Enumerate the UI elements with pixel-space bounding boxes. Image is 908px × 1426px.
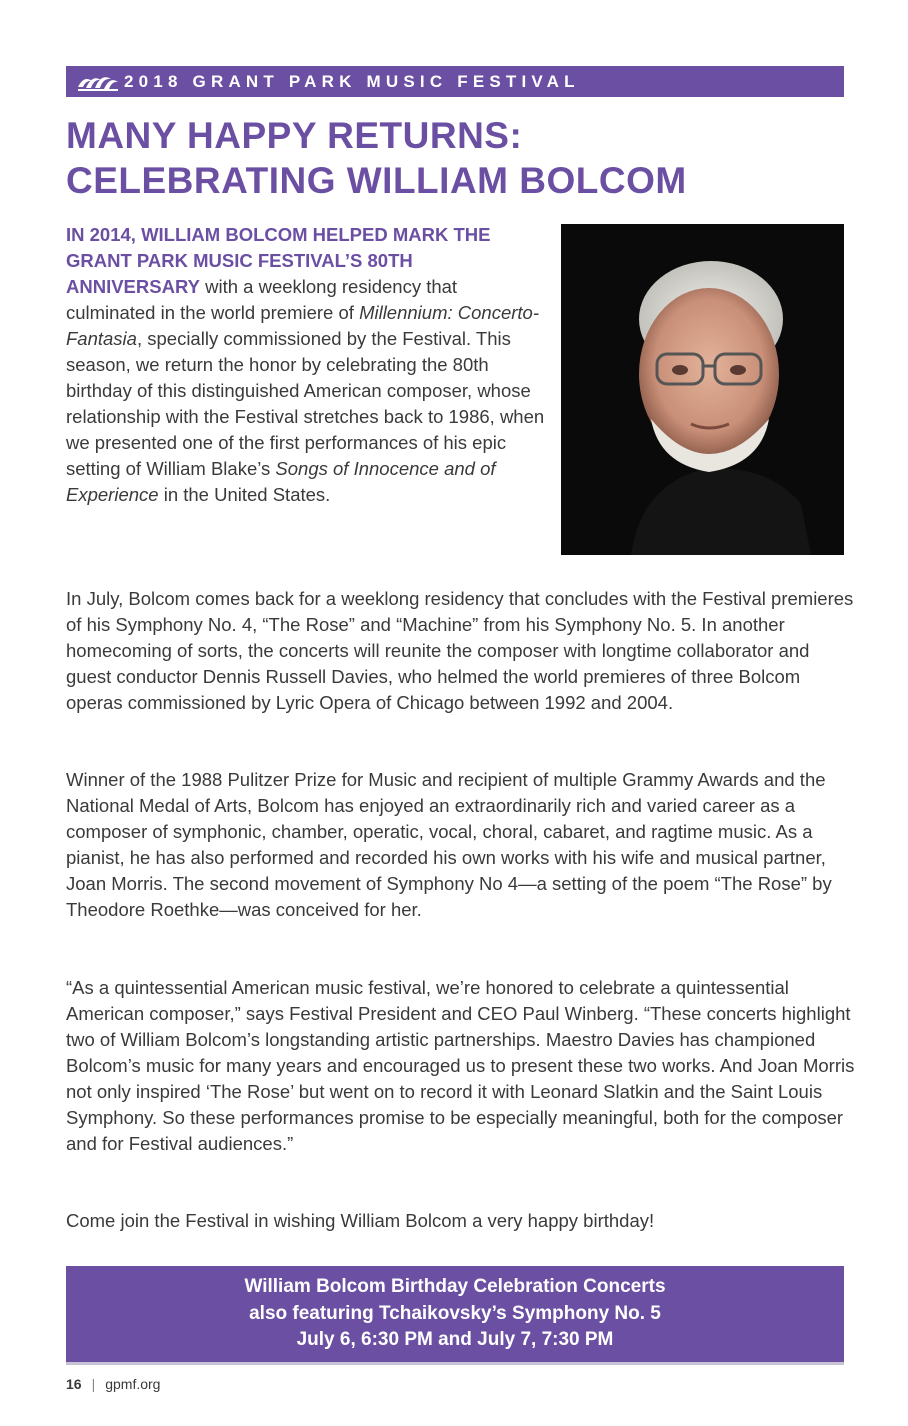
concert-title: William Bolcom Birthday Celebration Concerts (244, 1276, 666, 1298)
intro-work-title-1: Millennium: Concerto-Fantasia (66, 302, 539, 349)
portrait-illustration (561, 224, 844, 555)
intro-lead: IN 2014, WILLIAM BOLCOM HELPED MARK THE GRANT PARK MUSIC FESTIVAL’S 80TH ANNIVERSARY (66, 224, 491, 297)
residency-paragraph: In July, Bolcom comes back for a weeklong residency that concludes with the Festival premieres of his Symphony No. 4, “The Rose” and “Machine” from his Symphony No. 5. In another homecoming of sorts, the concerts will reunite the composer with longtime collaborator and guest conductor Dennis Russell Davies, who helmed the world premieres of three Bolcom operas commissioned by Lyric Opera of Chicago between 1992 and 2004. (66, 588, 854, 713)
career-paragraph: Winner of the 1988 Pulitzer Prize for Music and recipient of multiple Grammy Awards and the National Medal of Arts, Bolcom has enjoyed an extraordinarily rich and varied career as a composer of symphonic, chamber, operatic, vocal, choral, cabaret, and ragtime music. As a pianist, he has also performed and recorded his own works with his wife and musical partner, Joan Morris. The second movement of Symphony No 4—a setting of the poem “The Rose” by Theodore Roethke—was conceived for her. (66, 769, 832, 920)
concert-subtitle: also featuring Tchaikovsky’s Symphony No. 5 (249, 1302, 661, 1324)
festival-header-bar (66, 66, 844, 97)
closing-paragraph: Come join the Festival in wishing William Bolcom a very happy birthday! (66, 1210, 655, 1231)
headline-line-1: MANY HAPPY RETURNS: (66, 115, 523, 156)
concert-dates: July 6, 6:30 PM and July 7, 7:30 PM (296, 1329, 614, 1351)
footer-separator: | (91, 1376, 96, 1392)
intro-paragraph (66, 222, 548, 508)
quote-paragraph: “As a quintessential American music festival, we’re honored to celebrate a quintessential American composer,” says Festival President and CEO Paul Winberg. “These concerts highlight two of William Bolcom’s longstanding artistic partnerships. Maestro Davies has championed Bolcom’s music for many years and encouraged us to present these two works. And Joan Morris not only inspired ‘The Rose’ but went on to record it with Leonard Slatkin and the Saint Louis Symphony. So these performances promise to be especially meaningful, both for the composer and for Festival audiences.” (66, 977, 855, 1154)
page-number: 16 (66, 1376, 82, 1392)
gpmf-wave-logo-icon (76, 71, 120, 93)
concert-info-box (66, 1266, 844, 1365)
intro-text-3: in the United States. (158, 484, 331, 505)
composer-portrait-photo (561, 224, 844, 555)
intro-work-title-2: Songs of Innocence and of Experience (66, 458, 496, 505)
footer-website: gpmf.org (105, 1376, 161, 1392)
article-headline (66, 113, 866, 203)
festival-title: 2018 GRANT PARK MUSIC FESTIVAL (124, 71, 580, 91)
page-footer (66, 1376, 160, 1392)
intro-text-2: , specially commissioned by the Festival. This season, we return the honor by celebrating the 80th birthday of this distinguished American composer, whose relationship with the Festival stretches back to 1986, when we presented one of the first performances of his epic setting of William Blake’s (66, 328, 545, 479)
headline-line-2: CELEBRATING WILLIAM BOLCOM (66, 160, 687, 201)
intro-text-1: with a weeklong residency that culminated in the world premiere of (66, 276, 458, 323)
